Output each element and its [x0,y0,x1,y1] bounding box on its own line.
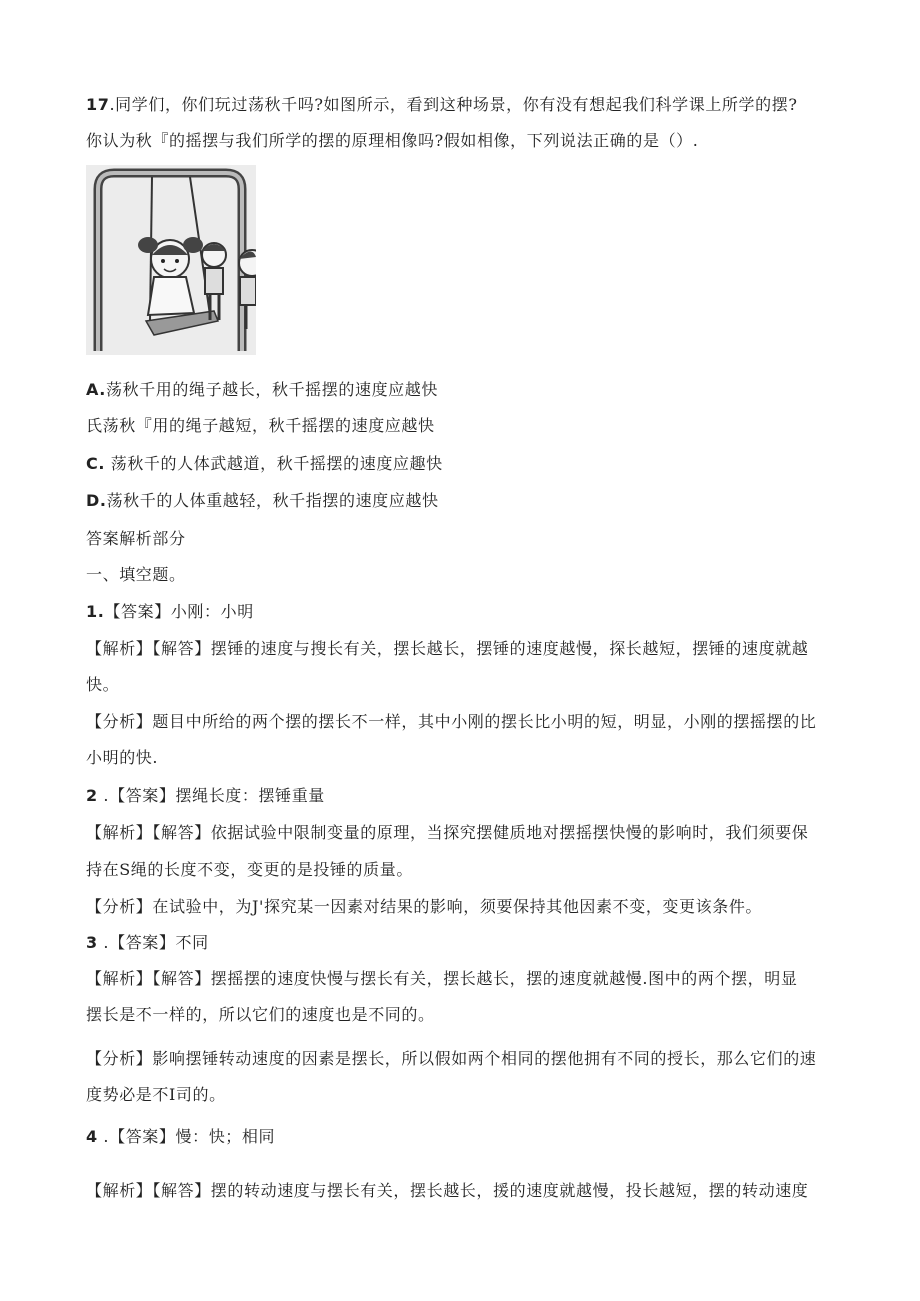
answers-heading: 答案解析部分 [86,529,186,548]
answer-4: 4 .【答案】慢：快；相同 [86,1127,276,1146]
analysis-3-line-2: 摆长是不一样的，所以它们的速度也是不同的。 [86,1005,435,1024]
answer-1: 1.【答案】小刚：小明 [86,602,254,621]
question-number: 17 [86,95,110,114]
analysis-2-line-1: 【解析】【解答】依据试验中限制变量的原理，当探究摆健质地对摆摇摆快慢的影响时，我们须要保 [86,823,809,842]
fenxi-1-line-1: 【分析】题目中所给的两个摆的摆长不一样，其中小刚的摆长比小明的短，明显，小刚的摆摇摆的比 [86,712,817,731]
section-title: 一、填空题。 [86,565,186,584]
option-c: C. 荡秋千的人体武越道，秋千摇摆的速度应趣快 [86,454,443,473]
answer-3: 3 .【答案】不同 [86,933,209,952]
option-b: 氏荡秋『用的绳子越短，秋千摇摆的速度应越快 [86,416,435,435]
swing-illustration [86,165,256,355]
analysis-1-line-1: 【解析】【解答】摆锤的速度与搜长有关，摆长越长，摆锤的速度越慢，探长越短，摆锤的速度就越 [86,639,809,658]
analysis-2-line-2: 持在S绳的长度不变，变更的是投锤的质量。 [86,860,413,879]
fenxi-3-line-2: 度势必是不I司的。 [86,1085,226,1104]
option-d: D.荡秋千的人体重越轻，秋千指摆的速度应越快 [86,491,439,510]
answer-2: 2 .【答案】摆绳长度：摆锤重量 [86,786,325,805]
analysis-3-line-1: 【解析】【解答】摆摇摆的速度快慢与摆长有关，摆长越长，摆的速度就越慢.图中的两个摆，明显 [86,969,798,988]
fenxi-3-line-1: 【分析】影响摆锤转动速度的因素是摆长，所以假如两个相同的摆他拥有不同的授长，那么它们的速 [86,1049,817,1068]
analysis-4-line-1: 【解析】【解答】摆的转动速度与摆长有关，摆长越长，援的速度就越慢，投长越短，摆的转动速度 [86,1181,809,1200]
question-line-1: 17.同学们，你们玩过荡秋千吗?如图所示，看到这种场景，你有没有想起我们科学课上所学的摆? [86,95,798,114]
option-a: A.荡秋千用的绳子越长，秋千摇摆的速度应越快 [86,380,438,399]
fenxi-1-line-2: 小明的快. [86,748,159,767]
question-line-2: 你认为秋『的摇摆与我们所学的摆的原理相像吗?假如相像，下列说法正确的是（）. [86,131,699,150]
analysis-1-line-2: 快。 [86,675,120,694]
fenxi-2-line-1: 【分析】在试验中，为J'探究某一因素对结果的影响，须要保持其他因素不变，变更该条件。 [86,897,763,916]
